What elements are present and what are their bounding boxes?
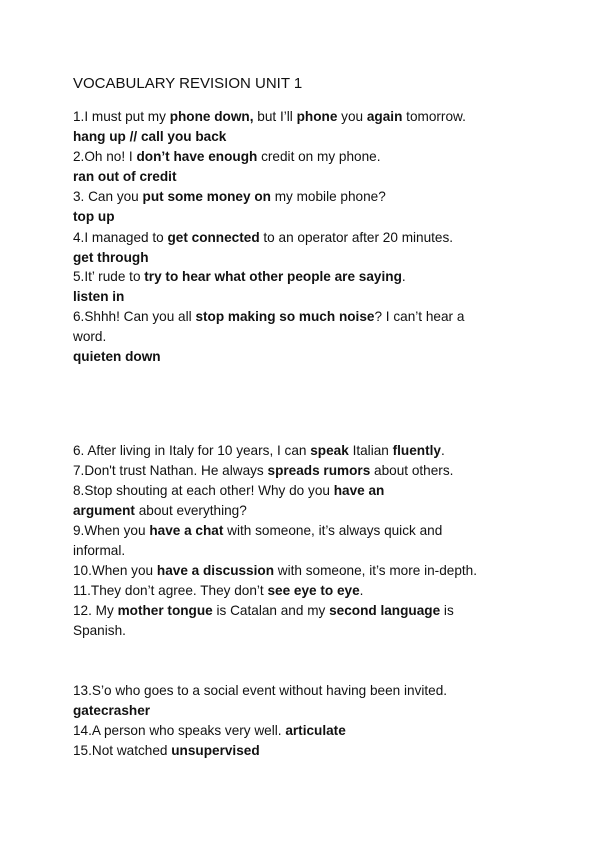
exercise-line-3: 3. Can you put some money on my mobile phone? (73, 189, 386, 204)
answer-line-1: hang up // call you back (73, 129, 227, 144)
exercise-line-2: 2.Oh no! I don’t have enough credit on my phone. (73, 149, 381, 164)
sentence-line-7: 12. My mother tongue is Catalan and my second language is (73, 603, 454, 618)
answer-line-3: top up (73, 209, 115, 224)
answer-line-4: get through (73, 250, 149, 265)
exercise-line-5: 5.It’ rude to try to hear what other people are saying. (73, 269, 406, 284)
sentence-line-4-cont: informal. (73, 543, 126, 558)
sentence-line-6: 11.They don’t agree. They don’t see eye to eye. (73, 583, 364, 598)
definition-line-3: 15.Not watched unsupervised (73, 743, 260, 758)
sentence-line-5: 10.When you have a discussion with someone, it’s more in-depth. (73, 563, 477, 578)
answer-line-6: quieten down (73, 349, 161, 364)
sentence-line-1: 6. After living in Italy for 10 years, I can speak Italian fluently. (73, 443, 445, 458)
sentence-line-2: 7.Don't trust Nathan. He always spreads rumors about others. (73, 463, 454, 478)
sentence-line-4: 9.When you have a chat with someone, it’s always quick and (73, 523, 443, 538)
exercise-line-6-cont: word. (73, 329, 107, 344)
sentence-line-3: 8.Stop shouting at each other! Why do you have an (73, 483, 385, 498)
definition-line-2: 14.A person who speaks very well. articulate (73, 723, 346, 738)
definition-line-1: 13.S’o who goes to a social event without having been invited. (73, 683, 448, 698)
exercise-line-4: 4.I managed to get connected to an operator after 20 minutes. (73, 230, 454, 245)
answer-line-5: listen in (73, 289, 125, 304)
sentence-line-3-cont: argument about everything? (73, 503, 247, 518)
definition-answer-1: gatecrasher (73, 703, 151, 718)
exercise-line-6: 6.Shhh! Can you all stop making so much noise? I can’t hear a (73, 309, 465, 324)
page-title: VOCABULARY REVISION UNIT 1 (73, 75, 303, 92)
exercise-line-1: 1.I must put my phone down, but I’ll phone you again tomorrow. (73, 109, 466, 124)
answer-line-2: ran out of credit (73, 169, 177, 184)
sentence-line-7-cont: Spanish. (73, 623, 126, 638)
